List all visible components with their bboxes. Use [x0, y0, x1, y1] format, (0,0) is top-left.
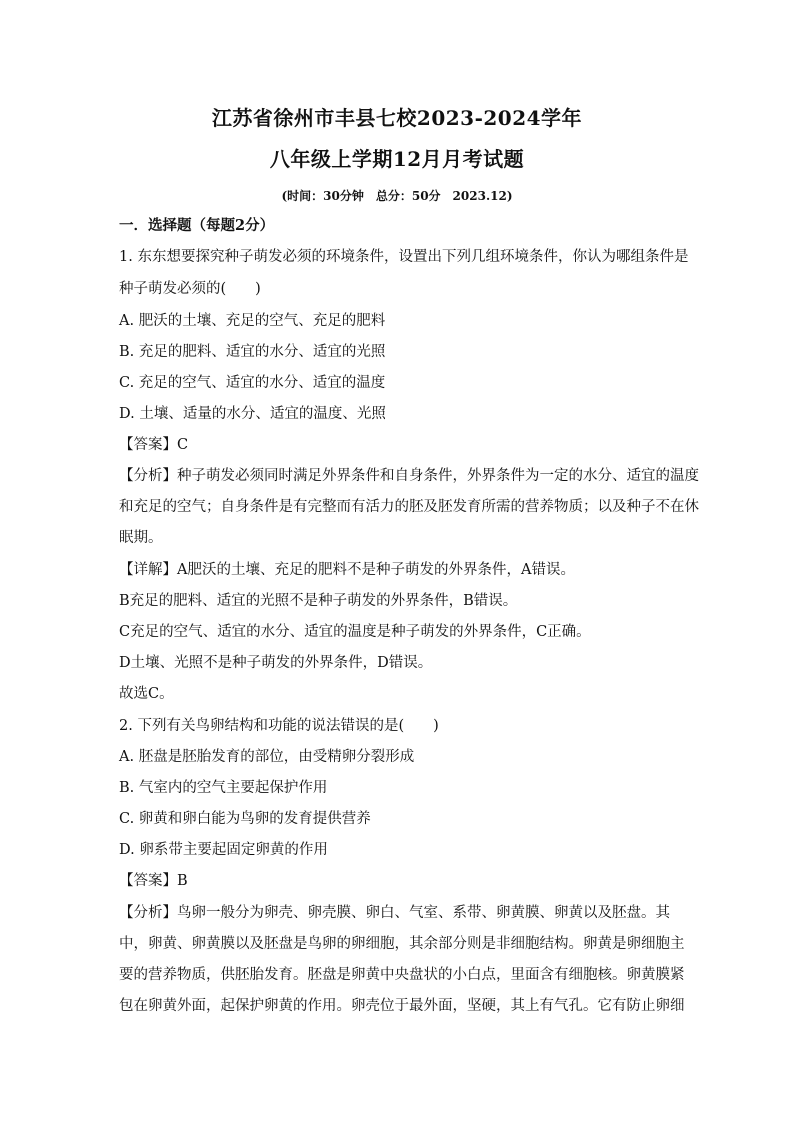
question-1-answer: 【答案】C — [119, 437, 189, 453]
question-2-option-c: C. 卵黄和卵白能为鸟卵的发育提供营养 — [119, 811, 371, 827]
section-heading: 一．选择题（每题2分） — [119, 217, 275, 234]
question-1-option-b: B. 充足的肥料、适宜的水分、适宜的光照 — [119, 344, 386, 360]
question-1-analysis-line: 【分析】种子萌发必须同时满足外界条件和自身条件，外界条件为一定的水分、适宜的温度 — [119, 468, 699, 484]
question-1-detail-line: D土壤、光照不是种子萌发的外界条件，D错误。 — [119, 655, 433, 671]
question-2-answer: 【答案】B — [119, 873, 188, 889]
question-1-option-d: D. 土壤、适量的水分、适宜的温度、光照 — [119, 406, 386, 422]
question-1-stem-line: 种子萌发必须的( ) — [119, 281, 261, 297]
question-1-detail-line: 故选C。 — [119, 686, 174, 702]
question-2-option-d: D. 卵系带主要起固定卵黄的作用 — [119, 842, 328, 858]
question-1-stem-line: 1. 东东想要探究种子萌发必须的环境条件，设置出下列几组环境条件，你认为哪组条件是 — [119, 249, 689, 265]
question-1-option-c: C. 充足的空气、适宜的水分、适宜的温度 — [119, 375, 386, 391]
question-1-analysis-line: 和充足的空气；自身条件是有完整而有活力的胚及胚发育所需的营养物质；以及种子不在休 — [119, 499, 699, 515]
question-2-analysis-line: 包在卵黄外面，起保护卵黄的作用。卵壳位于最外面，坚硬，其上有气孔。它有防止卵细 — [119, 998, 685, 1014]
question-1-detail-line: B充足的肥料、适宜的光照不是种子萌发的外界条件，B错误。 — [119, 593, 518, 609]
question-2-analysis-line: 中，卵黄、卵黄膜以及胚盘是鸟卵的卵细胞，其余部分则是非细胞结构。卵黄是卵细胞主 — [119, 936, 685, 952]
exam-meta: (时间：30分钟 总分：50分 2023.12) — [281, 189, 513, 203]
exam-title-line2: 八年级上学期12月月考试题 — [269, 147, 525, 171]
question-2-option-a: A. 胚盘是胚胎发育的部位，由受精卵分裂形成 — [119, 749, 415, 765]
question-1-option-a: A. 肥沃的土壤、充足的空气、充足的肥料 — [119, 313, 386, 329]
question-1-analysis-line: 眠期。 — [119, 530, 163, 546]
exam-title-line1: 江苏省徐州市丰县七校2023-2024学年 — [211, 106, 583, 130]
question-2-stem-line: 2. 下列有关鸟卵结构和功能的说法错误的是( ) — [119, 718, 439, 734]
question-1-detail-line: C充足的空气、适宜的水分、适宜的温度是种子萌发的外界条件，C正确。 — [119, 624, 591, 640]
question-2-option-b: B. 气室内的空气主要起保护作用 — [119, 780, 328, 796]
question-1-detail-line: 【详解】A肥沃的土壤、充足的肥料不是种子萌发的外界条件，A错误。 — [119, 562, 575, 578]
question-2-analysis-line: 【分析】鸟卵一般分为卵壳、卵壳膜、卵白、气室、系带、卵黄膜、卵黄以及胚盘。其 — [119, 905, 670, 921]
question-2-analysis-line: 要的营养物质，供胚胎发育。胚盘是卵黄中央盘状的小白点，里面含有细胞核。卵黄膜紧 — [119, 967, 685, 983]
